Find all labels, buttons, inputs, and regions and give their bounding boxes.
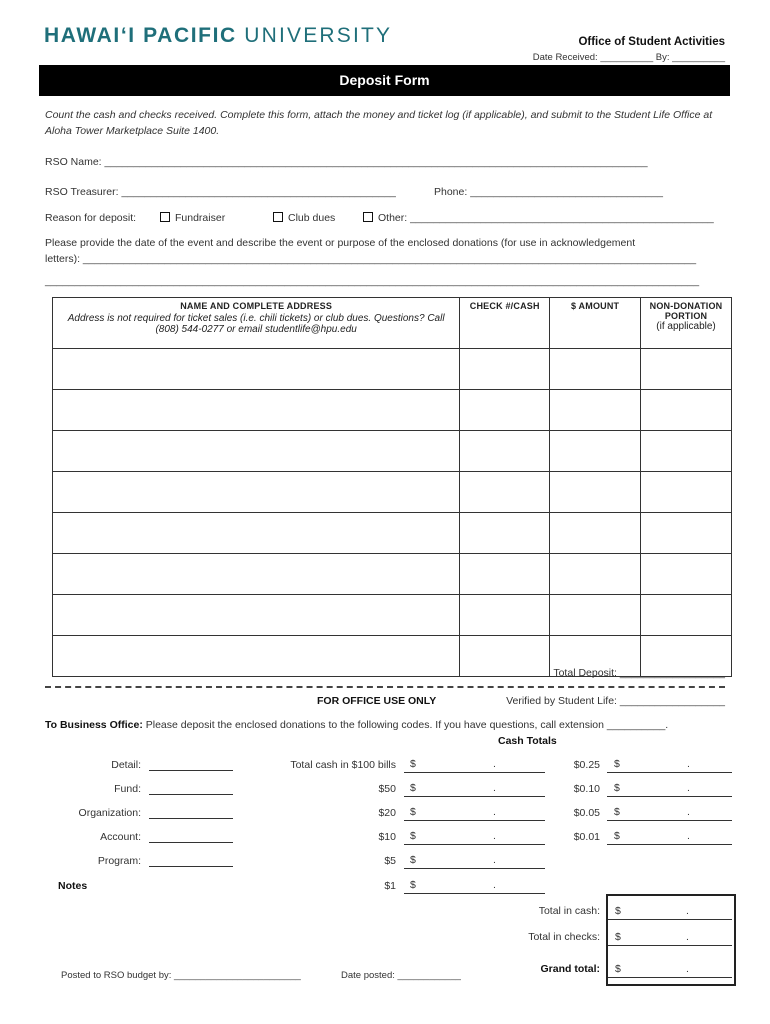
code-account-input[interactable] [149,842,233,843]
name-cell[interactable] [53,472,460,513]
decimal-point: . [687,830,690,842]
check-cell[interactable] [460,390,550,431]
checkbox-icon[interactable] [273,212,283,222]
name-cell[interactable] [53,554,460,595]
decimal-point: . [687,758,690,770]
name-cell[interactable] [53,636,460,677]
code-detail-label: Detail: [111,759,141,771]
amount-cell[interactable] [550,349,641,390]
dollar-sign: $ [615,963,621,975]
form-title: Deposit Form [39,65,730,96]
totals-box [606,894,736,986]
dollar-sign: $ [614,782,620,794]
code-program-label: Program: [97,855,141,867]
code-fund-input[interactable] [149,794,233,795]
dollar-sign: $ [410,854,416,866]
name-cell[interactable] [53,349,460,390]
coin-001-label: $0.01 [573,831,600,843]
coin-001-amount[interactable] [607,829,732,845]
col-nondonation-header [641,298,732,349]
nondonation-cell[interactable] [641,349,732,390]
amount-cell[interactable] [550,431,641,472]
dollar-sign: $ [614,806,620,818]
to-business-label: To Business Office: [45,719,143,731]
name-cell[interactable] [53,431,460,472]
grand-total-label: Grand total: [540,963,600,975]
decimal-point: . [493,806,496,818]
bill-1-amount[interactable] [404,878,545,894]
coin-010-amount[interactable] [607,781,732,797]
bill-20-amount[interactable] [404,805,545,821]
total-checks-amount[interactable] [608,928,732,945]
bill-50-label: $50 [378,783,396,795]
bill-50-amount[interactable] [404,781,545,797]
check-cell[interactable] [460,595,550,636]
event-desc-line-1[interactable]: letters): _________________________________________________________________________________________________________ [45,253,697,265]
office-name: Office of Student Activities [578,36,725,48]
dollar-sign: $ [614,830,620,842]
total-cash-label: Total in cash: [538,905,600,917]
bill-10-amount[interactable] [404,829,545,845]
decimal-point: . [493,830,496,842]
total-cash-amount[interactable] [608,902,732,919]
decimal-point: . [686,931,689,943]
rso-treasurer-field[interactable]: RSO Treasurer: _______________________________________________ [45,186,396,198]
decimal-point: . [493,782,496,794]
club-dues-label: Club dues [288,212,336,224]
coin-025-label: $0.25 [573,759,600,771]
phone-field[interactable]: Phone: _________________________________ [434,186,663,198]
fundraiser-label: Fundraiser [175,212,226,224]
decimal-point: . [687,782,690,794]
code-organization-input[interactable] [149,818,233,819]
check-cell[interactable] [460,513,550,554]
dollar-sign: $ [410,879,416,891]
posted-by-field[interactable]: Posted to RSO budget by: ________________________ [61,970,301,981]
bill-1-label: $1 [384,880,396,892]
table-header-row [53,298,732,349]
bill-5-label: $5 [384,855,396,867]
check-cell[interactable] [460,554,550,595]
intro-text: Count the cash and checks received. Complete this form, attach the money and ticket log (if applicable), and submit to the Student Life Office at Aloha Tower Marketplace Suite 1400. [45,109,713,137]
notes-label: Notes [58,880,88,892]
decimal-point: . [493,758,496,770]
dollar-sign: $ [614,758,620,770]
amount-cell[interactable] [550,595,641,636]
check-cell[interactable] [460,636,550,677]
reason-label: Reason for deposit: [45,212,137,224]
reason-other-option[interactable] [363,212,714,224]
logo-bold-text: HAWAIʻI PACIFIC [44,24,237,47]
total-checks-label: Total in checks: [528,931,600,943]
check-cell[interactable] [460,431,550,472]
code-fund-label: Fund: [114,783,141,795]
university-logo [44,24,392,48]
coin-005-amount[interactable] [607,805,732,821]
col-check-header: CHECK #/CASH [460,298,550,349]
event-desc-prompt: Please provide the date of the event and describe the event or purpose of the enclosed donations (for use in acknowledgement [45,237,636,249]
amount-cell[interactable] [550,554,641,595]
table-row[interactable] [53,390,732,431]
code-account-label: Account: [100,831,141,843]
table-row[interactable] [53,554,732,595]
nondonation-cell[interactable] [641,390,732,431]
to-business-office-line [45,719,668,731]
table-row[interactable] [53,431,732,472]
total-deposit-field[interactable]: Total Deposit: __________________ [553,667,725,679]
nondonation-cell[interactable] [641,554,732,595]
decimal-point: . [686,963,689,975]
reason-fundraiser-option[interactable] [160,212,225,224]
table-row[interactable] [53,472,732,513]
nondonation-cell[interactable] [641,595,732,636]
grand-total-amount[interactable] [608,960,732,977]
code-organization-label: Organization: [78,807,141,819]
coin-010-label: $0.10 [573,783,600,795]
table-row[interactable] [53,513,732,554]
cut-line-divider [45,686,725,688]
other-field[interactable]: Other: ____________________________________________________ [378,212,714,224]
table-row[interactable] [53,349,732,390]
checkbox-icon[interactable] [363,212,373,222]
code-program-input[interactable] [149,866,233,867]
dollar-sign: $ [410,758,416,770]
office-use-heading: FOR OFFICE USE ONLY [317,695,437,707]
code-detail-input[interactable] [149,770,233,771]
nondonation-cell[interactable] [641,431,732,472]
logo-light-text: UNIVERSITY [244,24,393,47]
bill-100-label: Total cash in $100 bills [290,759,396,771]
decimal-point: . [687,806,690,818]
coin-025-amount[interactable] [607,757,732,773]
col-nondonation-subtitle: (if applicable) [656,321,716,332]
date-received-line[interactable]: Date Received: __________ By: __________ [532,52,725,63]
dollar-sign: $ [410,830,416,842]
decimal-point: . [493,879,496,891]
decimal-point: . [686,905,689,917]
col-nondonation-title: NON-DONATION PORTION [649,301,723,321]
to-business-text: Please deposit the enclosed donations to the following codes. If you have questions, call extension __________. [145,719,669,731]
col-name-title: NAME AND COMPLETE ADDRESS [180,301,333,311]
bill-10-label: $10 [378,831,396,843]
col-amount-header: $ AMOUNT [550,298,641,349]
amount-cell[interactable] [550,390,641,431]
dollar-sign: $ [615,905,621,917]
nondonation-cell[interactable] [641,472,732,513]
reason-club-dues-option[interactable] [273,212,335,224]
cash-totals-heading: Cash Totals [498,735,557,747]
decimal-point: . [493,854,496,866]
dollar-sign: $ [615,931,621,943]
checkbox-icon[interactable] [160,212,170,222]
verified-by-field[interactable]: Verified by Student Life: __________________ [506,695,725,707]
nondonation-cell[interactable] [641,513,732,554]
col-name-subtitle: Address is not required for ticket sales (i.e. chili tickets) or club dues. Questions? Call (808) 544-0277 or email studentlife@hpu.edu [67,313,445,335]
check-cell[interactable] [460,472,550,513]
check-cell[interactable] [460,349,550,390]
dollar-sign: $ [410,782,416,794]
col-name-header [53,298,460,349]
coin-005-label: $0.05 [573,807,600,819]
amount-cell[interactable] [550,513,641,554]
amount-cell[interactable] [550,472,641,513]
bill-20-label: $20 [378,807,396,819]
donations-table [52,297,732,677]
name-cell[interactable] [53,390,460,431]
event-desc-line-2[interactable]: ________________________________________________________________________________________________________________ [45,275,700,287]
bill-100-amount[interactable] [404,757,545,773]
name-cell[interactable] [53,595,460,636]
table-row[interactable] [53,595,732,636]
dollar-sign: $ [410,806,416,818]
name-cell[interactable] [53,513,460,554]
rso-name-field[interactable]: RSO Name: _____________________________________________________________________________________________ [45,156,648,168]
date-posted-field[interactable]: Date posted: ____________ [341,970,461,981]
bill-5-amount[interactable] [404,853,545,869]
